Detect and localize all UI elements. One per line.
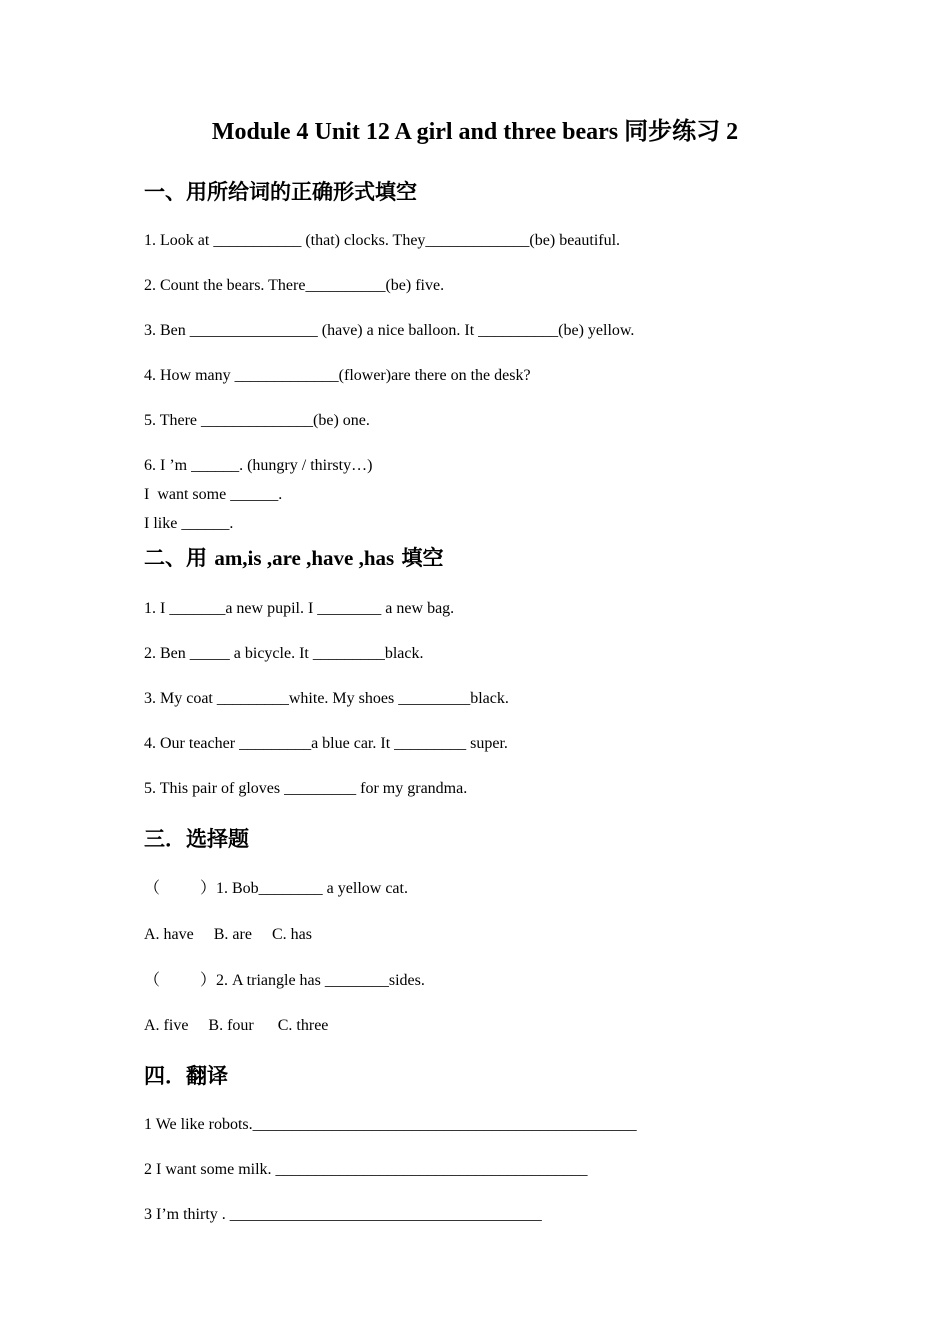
section-1-question-6-line-3: I like ______. (144, 515, 234, 532)
section-1-question-6-line-2: I want some ______. (144, 486, 283, 503)
section-1-question-1: 1. Look at ___________ (that) clocks. They_____________(be) beautiful. (144, 232, 621, 249)
section-4-question-1: 1 We like robots.________________________________________________ (144, 1116, 637, 1133)
section-2-question-4: 4. Our teacher _________a blue car. It _________ super. (144, 735, 508, 752)
section-2-question-2: 2. Ben _____ a bicycle. It _________black. (144, 645, 424, 662)
section-2-heading-words: am,is ,are ,have ,has (214, 546, 395, 570)
section-1-heading: 一、用所给词的正确形式填空 (144, 180, 417, 204)
section-1-question-6: 6. I ’m ______. (hungry / thirsty…) (144, 457, 373, 474)
section-1-question-3: 3. Ben ________________ (have) a nice balloon. It __________(be) yellow. (144, 322, 635, 339)
section-2-question-5: 5. This pair of gloves _________ for my grandma. (144, 780, 468, 797)
section-3-question-1-options: A. have B. are C. has (144, 926, 312, 943)
section-2-question-3: 3. My coat _________white. My shoes _________black. (144, 690, 509, 707)
section-4-question-2: 2 I want some milk. _______________________________________ (144, 1161, 588, 1178)
section-2-heading-suffix: 填空 (394, 546, 444, 570)
section-3-question-2-options: A. five B. four C. three (144, 1017, 329, 1034)
section-3-heading: 三．选择题 (144, 827, 249, 851)
section-1-question-2: 2. Count the bears. There__________(be) five. (144, 277, 445, 294)
page-title: Module 4 Unit 12 A girl and three bears 同步练习 2 (211, 119, 739, 145)
section-4-heading: 四．翻译 (144, 1064, 228, 1088)
section-3-question-1: （ ）1. Bob________ a yellow cat. (144, 880, 408, 897)
section-2-heading (144, 544, 444, 572)
section-3-question-2: （ ）2. A triangle has ________sides. (144, 972, 425, 989)
section-1-question-5: 5. There ______________(be) one. (144, 412, 370, 429)
section-2-question-1: 1. I _______a new pupil. I ________ a new bag. (144, 600, 455, 617)
section-2-heading-prefix: 二、用 (144, 546, 215, 570)
section-4-question-3: 3 I’m thirty . _______________________________________ (144, 1206, 542, 1223)
section-1-question-4: 4. How many _____________(flower)are there on the desk? (144, 367, 531, 384)
